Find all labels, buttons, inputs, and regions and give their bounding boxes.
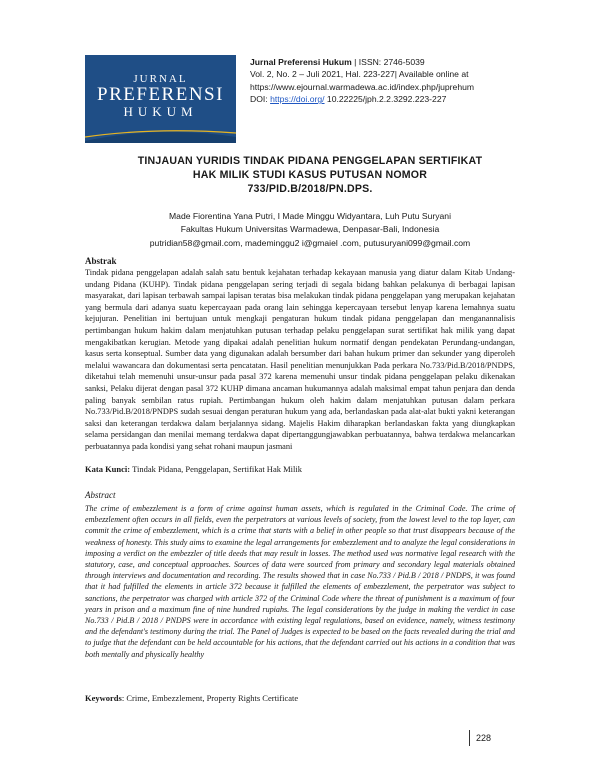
- abstrak-keywords-label: Kata Kunci:: [85, 464, 131, 474]
- page-number: 228: [469, 730, 491, 746]
- doi-link[interactable]: https://doi.org/: [270, 94, 325, 105]
- journal-doi: [250, 93, 590, 105]
- journal-info: [250, 56, 590, 106]
- logo-swoosh-icon: [85, 123, 236, 143]
- author-names: Made Fiorentina Yana Putri, I Made Minggu Widyantara, Luh Putu Suryani: [169, 211, 451, 221]
- logo-line-1: JURNAL: [133, 73, 188, 85]
- abstrak-body: Tindak pidana penggelapan adalah salah satu bentuk kejahatan terhadap kekayaan manusia yang diatur dalam Kitab Undang-undang Pidana (KUHP). Tindak pidana penggelapan sering terjadi di segala bidang bahkan pelakunya di berbagai lapisan masyarakat, dari lapisan terbawah sampai lapisan teratas bisa melakukan tindak pidana penggelapan yang merupakan kejahatan yang bermula dari adanya suatu kepercayaan pada orang lain sehingga kepercayaan tersebut lenyap karena lemahnya suatu kejujuran. Penelitian ini bertujuan untuk mengkaji pengaturan hukum tindak pidana penggelapan dan menganannalisis pertimbangan hukum hakim dalam menjatuhkan putusan terhadap pelaku penggelapan surat sertifikat hak milik yang dapat mengakibatkan kerugian. Metode yang dipakai adalah penelitian hukum normatif dengan pendekatan Perundang-undangan, kasus serta konseptual. Sumber data yang digunakan adalah bersumber dari bahan hukum primer dan sekunder yang diperoleh melalui wawancara dan dokumentasi serta pencatatan. Hasil penelitian menunjukkan Pada perkara No.733/Pid.B/2018/PNDPS, diketahui telah memenuhi unsur-unsur pada pasal 372 karena memenuhi unsur tindak pidana penggelapan pelaku dikenakan sanksi, Pelaku dijerat dengan pasal 372 KUHP dimana ancaman hukumannya adalah maksimal empat tahun penjara dan denda paling banyak sembilan ratus rupiah. Pertimbangan hukum oleh hakim dalam menjatuhkan putusan dalam perkara No.733/Pid.B/2018/PNDPS sudah sesuai dengan peraturan hukum yang ada, berlandaskan pada alat-alat bukti yakni keterangan saksi dan keterangan terdakwa dalam berjalannya sidang. Majelis Hakim diharapkan berlandaskan fakta yang diungkapkan selama persidangan dan menilai memang terdakwa dapat dipertanggungjawabkan perbuatannya, bahwa terdakwa melancarkan perbuatannya pada kondisi yang sehat rohani maupun jasmani: [85, 268, 515, 451]
- abstract-keywords: [85, 693, 298, 703]
- journal-logo: [85, 55, 236, 143]
- journal-url: https://www.ejournal.warmadewa.ac.id/index.php/juprehum: [250, 81, 475, 92]
- paper-title: [100, 154, 520, 197]
- abstract-keywords-text: : Crime, Embezzlement, Property Rights Certificate: [121, 693, 299, 703]
- doi-suffix: 10.22225/jph.2.2.3292.223-227: [324, 94, 447, 105]
- doi-label: DOI:: [250, 94, 271, 105]
- journal-issn: | ISSN: 2746-5039: [351, 57, 425, 67]
- title-line-3: 733/PID.B/2018/PN.DPS.: [247, 183, 373, 196]
- logo-line-2: PREFERENSI: [97, 84, 224, 105]
- journal-name: Jurnal Preferensi Hukum: [250, 57, 352, 67]
- journal-volume: Vol. 2, No. 2 – Juli 2021, Hal. 223-227| Available online at: [250, 69, 469, 80]
- author-affiliation: Fakultas Hukum Universitas Warmadewa, Denpasar-Bali, Indonesia: [180, 224, 440, 235]
- title-line-2: HAK MILIK STUDI KASUS PUTUSAN NOMOR: [192, 169, 428, 182]
- abstract-keywords-label: Keywords: [85, 693, 122, 703]
- journal-name-line: [250, 56, 590, 68]
- abstract-body: The crime of embezzlement is a form of crime against human assets, which is regulated in the Criminal Code. The crime of embezzlement often occurs in all fields, even the perpetrators at various levels of society, from the lowest level to the top layer, can commit the crime of embezzlement, which is a crime that starts with a belief in other people so that trust disappears because of the weakness of honesty. This study aims to examine the legal arrangements for embezzlement and to analyze the legal considerations in imposing a verdict on the embezzler of title deeds that may result in losses. The method used was normative legal research with the statutory, case, and conceptual approaches. Sources of data were sourced from primary and secondary legal materials obtained through interviews and documentation and recording. The results showed that in case No.733 / Pid.B / 2018 / PNDPS, it was found that it had fulfilled the elements in article 372 because it fulfilled the elements of embezzlement, the perpetrator was subject to sanctions, the perpetrator was charged with article 372 of the Criminal Code where the threat of punishment is a maximum of four years in prison and a maximum fine of nine hundred rupiahs. The legal considerations by the judge in making the verdict in case No.733 / Pid.B / 2018 / PNDPS were in accordance with existing legal regulations, based on evidence, namely, witness testimony and the defendant's testimony during the trial. The Panel of Judges is expected to be based on the facts revealed during the trial and to judge that the defendant can be held accountable for his actions, that the defendant carried out his actions in a condition that was both mentally and physically healthy: [85, 504, 515, 659]
- author-block: [70, 210, 550, 250]
- title-line-1: TINJAUAN YURIDIS TINDAK PIDANA PENGGELAPAN SERTIFIKAT: [137, 155, 483, 167]
- abstract-heading: Abstract: [85, 490, 116, 500]
- abstrak-heading: Abstrak: [85, 256, 117, 266]
- abstrak-keywords-text: Tindak Pidana, Penggelapan, Sertifikat Hak Milik: [130, 464, 302, 474]
- author-emails: putridian58@gmail.com, mademinggu2 i@gmaiel .com, putusuryani099@gmail.com: [149, 237, 471, 248]
- logo-line-3: HUKUM: [123, 104, 198, 119]
- abstrak-keywords: [85, 464, 302, 474]
